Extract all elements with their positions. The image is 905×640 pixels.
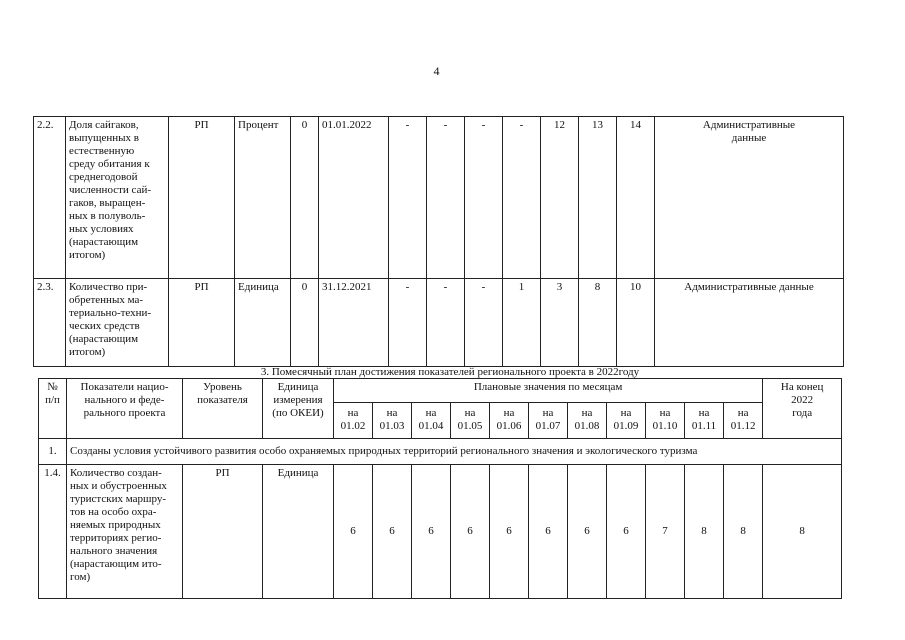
header-year-end: На конец 2022 года <box>763 379 842 439</box>
month-header: на 01.03 <box>373 403 412 439</box>
value-cell: - <box>465 117 503 279</box>
value-cell: 8 <box>579 279 617 367</box>
month-header: на 01.11 <box>685 403 724 439</box>
month-value: 6 <box>490 465 529 599</box>
header-num: № п/п <box>39 379 67 439</box>
value-cell: 12 <box>541 117 579 279</box>
indicator-level: РП <box>183 465 263 599</box>
indicator-unit: Единица <box>263 465 334 599</box>
month-value: 7 <box>646 465 685 599</box>
indicator-unit: Единица <box>235 279 291 367</box>
month-header: на 01.05 <box>451 403 490 439</box>
data-source: Административные данные <box>655 279 844 367</box>
data-source: Административные данные <box>655 117 844 279</box>
row-number: 1. <box>39 439 67 465</box>
row-number: 2.3. <box>34 279 66 367</box>
month-header: на 01.09 <box>607 403 646 439</box>
table-row <box>39 465 842 599</box>
indicator-unit: Процент <box>235 117 291 279</box>
month-value: 6 <box>373 465 412 599</box>
row-number: 1.4. <box>39 465 67 599</box>
month-value: 6 <box>568 465 607 599</box>
month-value: 6 <box>334 465 373 599</box>
month-value: 8 <box>724 465 763 599</box>
month-header: на 01.10 <box>646 403 685 439</box>
section-row-text: Созданы условия устойчивого развития особо охраняемых природных территорий регионального значения и экологического туризма <box>67 439 842 465</box>
base-value: 0 <box>291 279 319 367</box>
base-date: 01.01.2022 <box>319 117 389 279</box>
month-value: 6 <box>412 465 451 599</box>
value-cell: - <box>427 117 465 279</box>
month-header: на 01.06 <box>490 403 529 439</box>
month-header: на 01.12 <box>724 403 763 439</box>
header-unit: Единица измерения (по ОКЕИ) <box>263 379 334 439</box>
value-cell: - <box>389 279 427 367</box>
value-cell: 14 <box>617 117 655 279</box>
month-header: на 01.08 <box>568 403 607 439</box>
month-header: на 01.04 <box>412 403 451 439</box>
table-row <box>34 279 844 367</box>
value-cell: - <box>465 279 503 367</box>
value-cell: 10 <box>617 279 655 367</box>
indicator-name: Количество создан- ных и обустроенных туристских маршру- тов на особо охра- няемых природных территориях регио- нального значения (нарастающим ито- гом) <box>67 465 183 599</box>
base-date: 31.12.2021 <box>319 279 389 367</box>
row-number: 2.2. <box>34 117 66 279</box>
indicator-name: Количество при- обретенных ма- териально-техни- ческих средств (нарастающим итогом) <box>66 279 169 367</box>
month-value: 6 <box>607 465 646 599</box>
table-row-section <box>39 439 842 465</box>
indicator-level: РП <box>169 279 235 367</box>
header-level: Уровень показателя <box>183 379 263 439</box>
indicators-table-continued <box>33 116 844 367</box>
table-header-row <box>39 379 842 403</box>
value-cell: - <box>427 279 465 367</box>
header-indicator-name: Показатели нацио- нального и феде- рального проекта <box>67 379 183 439</box>
value-cell: - <box>503 117 541 279</box>
value-cell: - <box>389 117 427 279</box>
monthly-plan-table <box>38 378 842 599</box>
section-title: 3. Помесячный план достижения показателей регионального проекта в 2022году <box>260 366 640 378</box>
month-value: 8 <box>685 465 724 599</box>
month-header: на 01.07 <box>529 403 568 439</box>
indicator-name: Доля сайгаков, выпущенных в естественную среду обитания к среднегодовой численности сай- гаков, выращен- ных в полуволь- ных условиях (нарастающим итогом) <box>66 117 169 279</box>
header-plan: Плановые значения по месяцам <box>334 379 763 403</box>
month-header: на 01.02 <box>334 403 373 439</box>
month-value: 6 <box>529 465 568 599</box>
month-value: 6 <box>451 465 490 599</box>
year-end-value: 8 <box>763 465 842 599</box>
table-row <box>34 117 844 279</box>
page-number: 4 <box>433 64 440 78</box>
value-cell: 3 <box>541 279 579 367</box>
base-value: 0 <box>291 117 319 279</box>
value-cell: 13 <box>579 117 617 279</box>
indicator-level: РП <box>169 117 235 279</box>
value-cell: 1 <box>503 279 541 367</box>
